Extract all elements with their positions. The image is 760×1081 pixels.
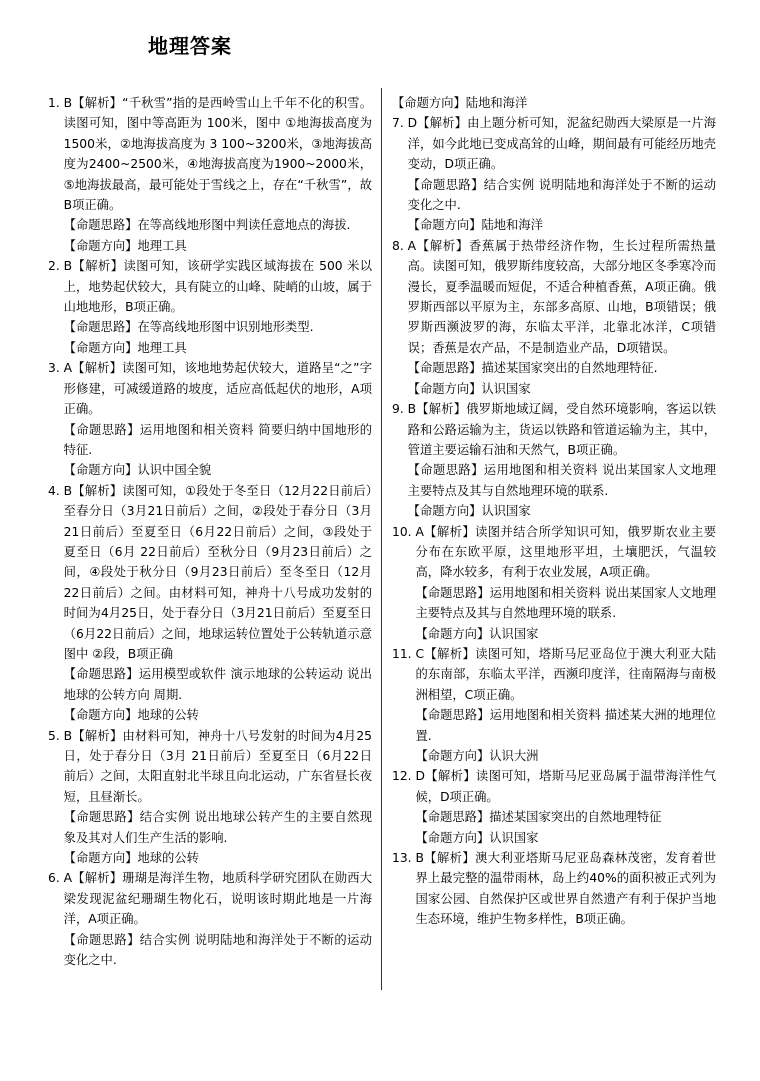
right-column	[392, 93, 716, 930]
answer-text: B【解析】“千秋雪”指的是西岭雪山上千年不化的积雪。读图可知，图中等高距为 100米，图中 ①地海拔高度为 1500米，②地海拔高度为 3 100~3200米，③地海拔高度为2400~2500米，④地海拔高度为1900~2000米，⑤地海拔最高，最可能处于雪线之上，存在“千秋雪”，故B项正确。	[63, 96, 372, 213]
thinking-text: 【命题思路】结合实例 说明陆地和海洋处于不断的运动变化之中.	[63, 932, 372, 968]
item-number: 2.	[48, 259, 64, 274]
thinking-text: 【命题思路】在等高线地形图中识别地形类型.	[63, 320, 314, 335]
answer-item-7	[392, 113, 716, 235]
answer-item-9	[392, 399, 716, 521]
answer-text: B【解析】读图可知，①段处于冬至日（12月22日前后）至春分日（3月21日前后）之间，②段处于春分日（3月21日前后）至夏至日（6月22日前后）之间，③段处于夏至日（6月 22日前后）至秋分日（9月23日前后）之间，④段处于秋分日（9月23日前后）至冬至日（12月22日前后）之间。由材料可知，神舟十八号成功发射的时间为4月25日，处于春分日（3月21日前后）至夏至日（6月22日前后）之间，地球运转位置处于公转轨道示意图中 ②段，B项正确	[63, 483, 372, 661]
answer-item-6-continued	[392, 93, 716, 113]
thinking-text: 【命题思路】运用地图和相关资料 说出某国家人文地理主要特点及其与自然地理环境的联系.	[407, 463, 716, 498]
item-number: 10.	[392, 524, 416, 539]
item-number: 1.	[48, 96, 64, 110]
item-number: 13.	[392, 851, 416, 866]
item-number: 11.	[392, 646, 416, 661]
direction-text: 【命题方向】认识中国全貌	[63, 463, 212, 478]
thinking-text: 【命题思路】运用地图和相关资料 简要归纳中国地形的特征.	[63, 422, 372, 457]
answer-text: A【解析】香蕉属于热带经济作物，生长过程所需热量高。读图可知，俄罗斯纬度较高，大部分地区冬季寒冷而漫长，夏季温暖而短促，不适合种植香蕉，A项正确。俄罗斯西部以平原为主，东部多高原、山地，B项错误；俄罗斯西濒波罗的海，东临太平洋，北靠北冰洋，C项错误；香蕉是农产品，不是制造业产品，D项错误。	[407, 238, 716, 355]
answer-item-8	[392, 236, 716, 399]
answer-item-4	[48, 481, 372, 726]
direction-text: 【命题方向】认识国家	[415, 626, 539, 641]
item-number: 7.	[392, 116, 408, 131]
answer-item-13	[392, 848, 716, 930]
item-number: 4.	[48, 483, 64, 498]
answer-item-11	[392, 644, 716, 766]
thinking-text: 【命题思路】结合实例 说明陆地和海洋处于不断的运动变化之中.	[407, 177, 716, 213]
thinking-text: 【命题思路】描述某国家突出的自然地理特征.	[407, 361, 658, 376]
direction-text: 【命题方向】认识大洲	[415, 749, 539, 763]
item-number: 5.	[48, 728, 64, 743]
thinking-text: 【命题思路】描述某国家突出的自然地理特征	[415, 810, 662, 825]
answer-item-10	[392, 522, 716, 644]
answer-item-12	[392, 766, 716, 848]
answer-item-6	[48, 868, 372, 970]
direction-text: 【命题方向】认识国家	[407, 504, 531, 519]
direction-text: 【命题方向】地球的公转	[63, 851, 199, 866]
thinking-text: 【命题思路】运用模型或软件 演示地球的公转运动 说出地球的公转方向 周期.	[63, 667, 372, 702]
answer-item-3	[48, 358, 372, 480]
direction-text: 【命题方向】地理工具	[63, 238, 187, 253]
answer-text: A【解析】珊瑚是海洋生物，地质科学研究团队在勋西大梁发现泥盆纪珊瑚生物化石，说明该时期此地是一片海洋，A项正确。	[63, 871, 372, 927]
item-number: 8.	[392, 238, 408, 253]
answer-text: B【解析】俄罗斯地域辽阔，受自然环境影响，客运以铁路和公路运输为主，货运以铁路和管道运输为主，其中，管道主要运输石油和天然气，B项正确。	[407, 402, 716, 457]
thinking-text: 【命题思路】在等高线地形图中判读任意地点的海拔.	[63, 218, 351, 233]
column-divider	[381, 88, 382, 990]
direction-text: 【命题方向】认识国家	[407, 381, 531, 396]
answer-item-5	[48, 726, 372, 869]
thinking-text: 【命题思路】运用地图和相关资料 描述某大洲的地理位置.	[415, 708, 716, 743]
answer-text: A【解析】读图并结合所学知识可知，俄罗斯农业主要分布在东欧平原，这里地形平坦，土壤肥沃，气温较高，降水较多，有利于农业发展，A项正确。	[415, 524, 716, 580]
direction-text: 【命题方向】陆地和海洋	[407, 218, 543, 233]
answer-text: A【解析】读图可知，该地地势起伏较大，道路呈“之”字形修建，可减缓道路的坡度，适应高低起伏的地形，A项正确。	[63, 361, 372, 417]
page-title: 地理答案	[148, 34, 232, 58]
item-number: 9.	[392, 402, 408, 417]
thinking-text: 【命题思路】运用地图和相关资料 说出某国家人文地理主要特点及其与自然地理环境的联系.	[415, 585, 716, 621]
item-number: 12.	[392, 769, 416, 784]
direction-text: 【命题方向】地理工具	[63, 340, 187, 355]
direction-text: 【命题方向】认识国家	[415, 830, 539, 845]
answer-text: B【解析】由材料可知，神舟十八号发射的时间为4月25日，处于春分日（3月 21日前后）至夏至日（6月22日前后）之间，太阳直射北半球且向北运动，广东省昼长夜短，且昼渐长。	[63, 728, 372, 804]
direction-text: 【命题方向】陆地和海洋	[392, 96, 528, 110]
item-number: 6.	[48, 871, 64, 886]
direction-text: 【命题方向】地球的公转	[63, 708, 199, 723]
answer-text: C【解析】读图可知，塔斯马尼亚岛位于澳大利亚大陆的东南部，东临太平洋，西濒印度洋，往南隔海与南极洲相望，C项正确。	[415, 646, 716, 702]
answer-text: D【解析】读图可知，塔斯马尼亚岛属于温带海洋性气候，D项正确。	[415, 769, 716, 804]
answer-item-2	[48, 256, 372, 358]
answer-text: B【解析】澳大利亚塔斯马尼亚岛森林茂密，发育着世界上最完整的温带雨林，岛上约40%的面积被正式列为国家公园、自然保护区或世界自然遗产有利于保护当地生态环境，维护生物多样性，B项正确。	[415, 851, 716, 927]
thinking-text: 【命题思路】结合实例 说出地球公转产生的主要自然现象及其对人们生产生活的影响.	[63, 810, 372, 845]
answer-item-1	[48, 93, 372, 256]
answer-text: B【解析】读图可知，该研学实践区域海拔在 500 米以上，地势起伏较大，具有陡立的山峰、陡峭的山坡，属于山地地形，B项正确。	[63, 259, 372, 315]
item-number: 3.	[48, 361, 64, 376]
left-column	[48, 93, 372, 970]
answer-text: D【解析】由上题分析可知，泥盆纪勋西大梁原是一片海洋，如今此地已变成高耸的山峰，期间最有可能经历地壳变动，D项正确。	[407, 116, 716, 172]
